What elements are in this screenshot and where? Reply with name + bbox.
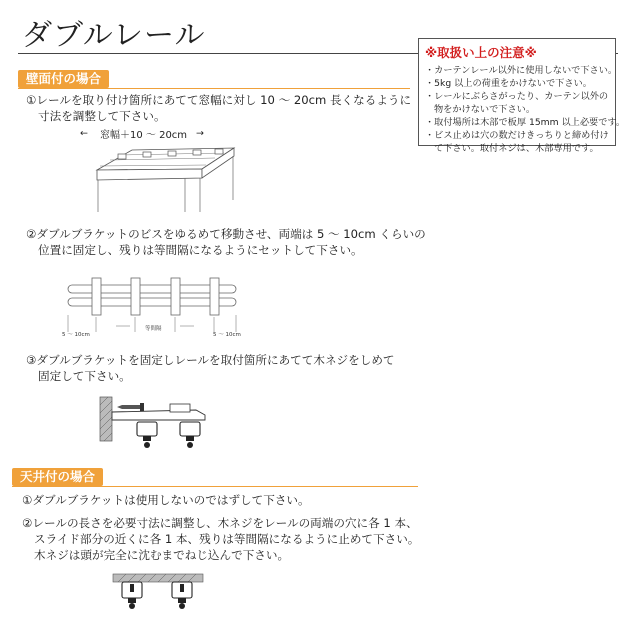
section-tab-wall: 壁面付の場合 [18, 70, 109, 88]
caution-item: ・ビス止めは穴の数だけきっちりと締め付け て下さい。取付ネジは、木部専用です。 [425, 130, 609, 154]
caution-item: ・5kg 以上の荷重をかけないで下さい。 [425, 78, 592, 89]
svg-text:←: ← [80, 128, 88, 139]
wall-step-1: ①レールを取り付け箇所にあてて窓幅に対し 10 ～ 20cm 長くなるように 寸法を調整して下さい。 [26, 93, 412, 123]
wall-step-2: ②ダブルブラケットのビスをゆるめて移動させ、両端は 5 ～ 10cm くらいの 位置に固定し、残りは等間隔になるようにセットして下さい。 [26, 227, 426, 257]
caution-item: ・カーテンレール以外に使用しないで下さい。 [425, 65, 618, 76]
svg-text:→: → [196, 128, 204, 139]
ceiling-step-2: ②レールの長さを必要寸法に調整し、木ネジをレールの両端の穴に各 1 本、 スライド部分の近くに各 1 本、残りは等間隔になるように止めて下さい。 木ネジは頭が完全に沈むまでねじ込んで下さい。 [22, 516, 420, 562]
section-tab-ceiling: 天井付の場合 [12, 468, 103, 486]
wall-step-3: ③ダブルブラケットを固定しレールを取付箇所にあてて木ネジをしめて 固定して下さい。 [26, 353, 395, 383]
dim-right-label: 5 ～ 10cm [213, 332, 241, 338]
caution-item: ・レールにぶらさがったり、カーテン以外の 物をかけないで下さい。 [425, 91, 609, 115]
dim-mid-label: 等間隔 [145, 326, 162, 332]
caution-item: ・取付場所は木部で板厚 15mm 以上必要です。 [425, 117, 626, 128]
ceiling-step-1: ①ダブルブラケットは使用しないのではずして下さい。 [22, 493, 310, 507]
page-title: ダブルレール [22, 18, 206, 53]
width-label: 窓幅＋10 ～ 20cm [100, 130, 188, 141]
caution-title: ※取扱い上の注意※ [425, 45, 537, 60]
dim-left-label: 5 ～ 10cm [62, 332, 90, 338]
